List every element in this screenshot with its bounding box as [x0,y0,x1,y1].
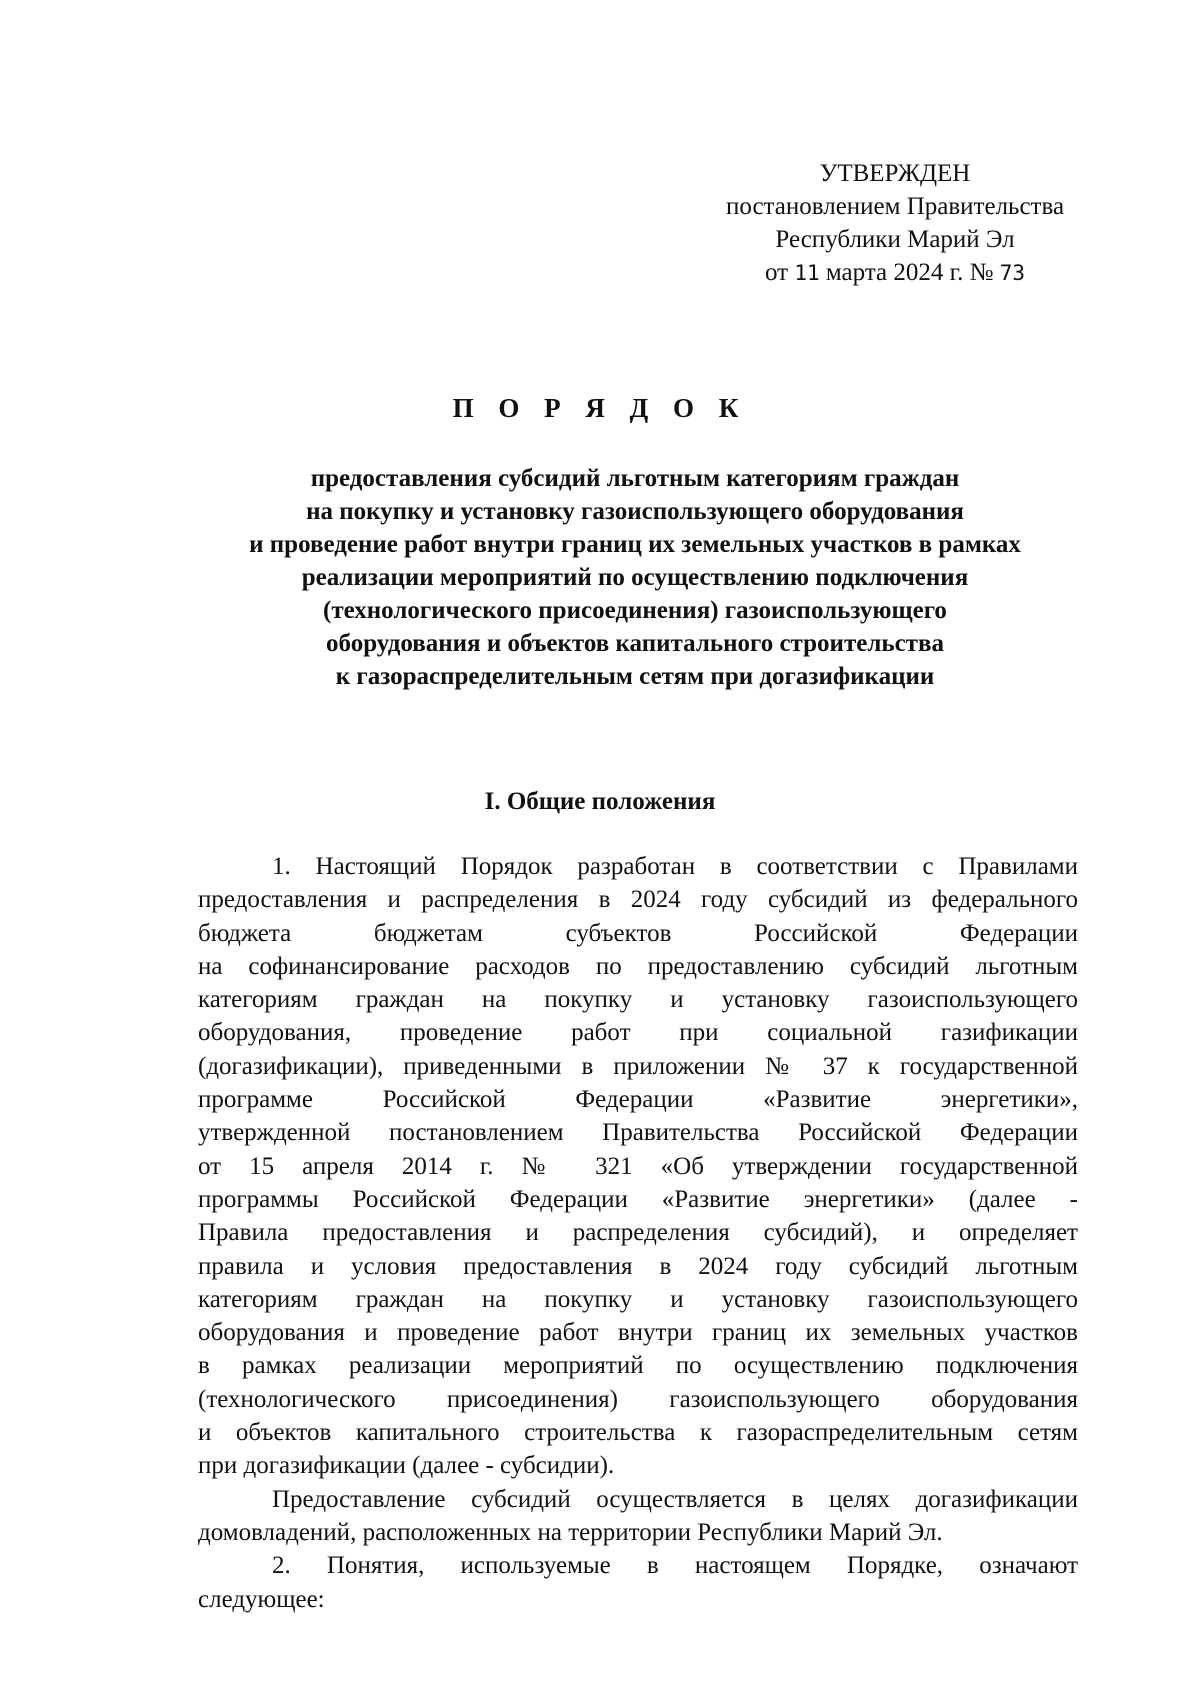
approval-date [690,256,1100,290]
body-line: домовладений, расположенных на территории Республики Марий Эл. [198,1518,943,1546]
body-line: утвержденной постановлением Правительства Российской Федерации [198,1119,1078,1147]
subtitle-line: на покупку и установку газоиспользующего оборудования [306,498,964,525]
body-line: при догазификации (далее - субсидии). [198,1452,615,1480]
body-line: программы Российской Федерации «Развитие энергетики» (далее - [198,1185,1078,1213]
approval-date-day: 11 [794,261,820,285]
body-line: от 15 апреля 2014 г. № 321 «Об утверждении государственной [198,1152,1078,1180]
body-line: Предоставление субсидий осуществляется в целях догазификации [272,1485,1078,1513]
approval-date-prefix: от [765,259,789,286]
body-line: следующее: [198,1585,325,1613]
body-line: 1. Настоящий Порядок разработан в соответствии с Правилами [272,853,1078,880]
subtitle-line: предоставления субсидий льготным категориям граждан [310,465,960,492]
body-line: (технологического присоединения) газоиспользующего оборудования [198,1385,1078,1413]
body-line: категориям граждан на покупку и установку газоиспользующего [198,1285,1078,1313]
subtitle-line: оборудования и объектов капитального строительства [326,630,944,657]
body-line: в рамках реализации мероприятий по осуществлению подключения [198,1352,1078,1380]
body-line: Правила предоставления и распределения субсидий), и определяет [198,1219,1078,1247]
approval-stamp [690,157,1100,290]
subtitle-line: к газораспределительным сетям при догазификации [335,663,935,690]
approval-line-2: Республики Марий Эл [775,226,1015,253]
body-line: категориям граждан на покупку и установку газоиспользующего [198,986,1078,1014]
body-line: 2. Понятия, используемые в настоящем Порядке, означают [272,1552,1078,1580]
document-title: П О Р Я Д О К [452,393,748,423]
subtitle-line: (технологического присоединения) газоиспользующего [323,597,947,624]
body-line: на софинансирование расходов по предоставлению субсидий льготным [198,952,1078,980]
body-line: правила и условия предоставления в 2024 году субсидий льготным [198,1252,1078,1280]
approval-number: 73 [999,261,1025,285]
approval-line-1: постановлением Правительства [725,193,1065,220]
body-line: оборудования и проведение работ внутри границ их земельных участков [198,1319,1078,1347]
body-line: предоставления и распределения в 2024 году субсидий из федерального [198,886,1078,914]
document-subtitle [170,462,1100,693]
section-heading: I. Общие положения [484,788,716,815]
approval-title: УТВЕРЖДЕН [819,160,971,187]
body-line: бюджета бюджетам субъектов Российской Федерации [198,919,1078,947]
section-body [198,850,1078,1616]
body-line: программе Российской Федерации «Развитие энергетики», [198,1086,1078,1114]
body-line: оборудования, проведение работ при социальной газификации [198,1019,1078,1047]
subtitle-line: и проведение работ внутри границ их земельных участков в рамках [249,531,1021,558]
approval-date-rest: марта 2024 г. № [825,259,994,286]
body-line: (догазификации), приведенными в приложении № 37 к государственной [198,1052,1078,1080]
subtitle-line: реализации мероприятий по осуществлению подключения [301,564,969,591]
body-line: и объектов капитального строительства к газораспределительным сетям [198,1419,1078,1447]
